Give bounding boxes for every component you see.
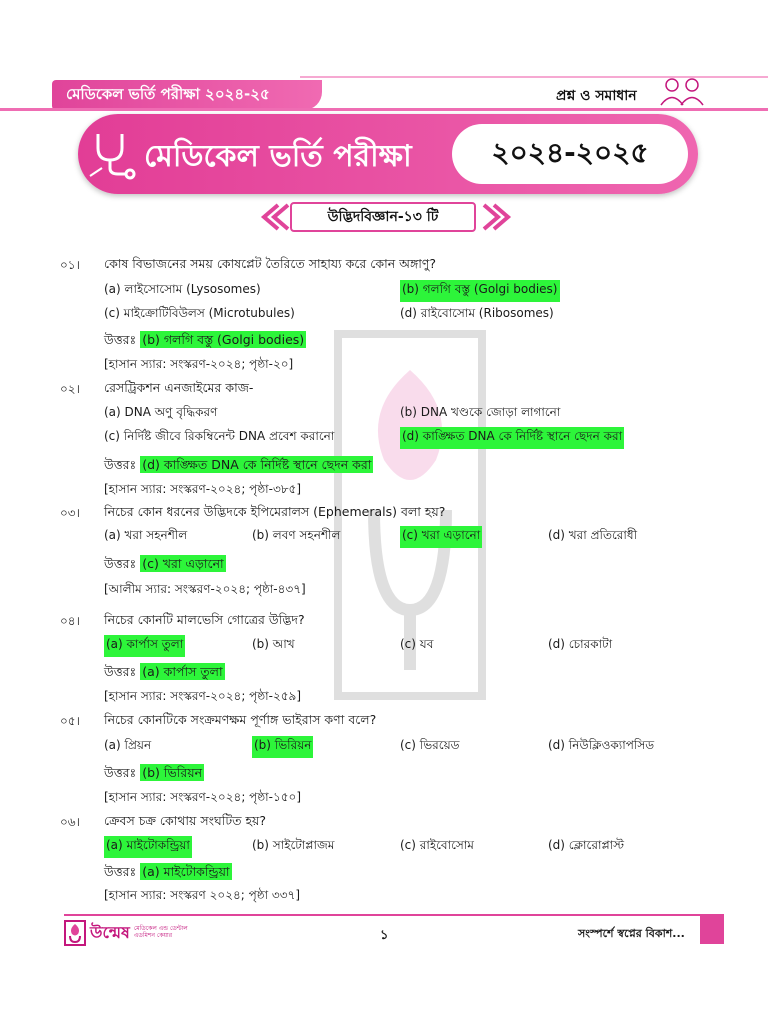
question-number: ০৪।	[60, 614, 80, 628]
question-text: রেসট্রিকশন এনজাইমের কাজ-	[104, 380, 254, 395]
header-right-label: প্রশ্ন ও সমাধান	[556, 88, 637, 104]
option-b: (b) লবণ সহনশীল	[252, 528, 341, 542]
option-c: (c) রাইবোসোম	[400, 838, 474, 852]
reference: [হাসান স্যার: সংস্করণ-২০২৪; পৃষ্ঠা-৩৮৫]	[104, 482, 302, 496]
footer-rule	[64, 914, 724, 916]
page-number: ১	[380, 928, 389, 943]
option-c: (c) মাইক্রোটিবিউলস (Microtubules)	[104, 306, 295, 320]
question-text: ক্রেবস চক্র কোথায় সংঘটিত হয়?	[104, 813, 267, 828]
answer-value: (c) খরা এড়ানো	[142, 556, 224, 571]
reference: [হাসান স্যার: সংস্করণ-২০২৪; পৃষ্ঠা-১৫০]	[104, 790, 302, 804]
footer-tagline: সংস্পর্শে স্বপ্নের বিকাশ...	[578, 927, 685, 940]
option-a: (a) মাইটোকন্ড্রিয়া	[104, 836, 192, 858]
option-a: (a) DNA অণু বৃদ্ধিকরণ	[104, 405, 218, 419]
question-number: ০৬।	[60, 815, 80, 829]
option-c: (c) খরা এড়ানো	[400, 526, 482, 548]
answer-line	[104, 765, 204, 785]
option-d: (d) খরা প্রতিরোধী	[548, 528, 638, 542]
banner-title: মেডিকেল ভর্তি পরীক্ষা	[144, 139, 412, 174]
reference: [আলীম স্যার: সংস্করণ-২০২৪; পৃষ্ঠা-৪৩৭]	[104, 582, 306, 596]
answer-value: (b) ভিরিয়ন	[142, 765, 203, 780]
option-b: (b) সাইটোপ্লাজম	[252, 838, 335, 852]
answer-line	[104, 664, 225, 684]
reference: [হাসান স্যার: সংস্করণ ২০২৪; পৃষ্ঠা ৩৩৭]	[104, 888, 301, 902]
header-left-tab: মেডিকেল ভর্তি পরীক্ষা ২০২৪-২৫	[52, 80, 322, 110]
answer-line	[104, 556, 226, 576]
answer-value: (d) কাঙ্ক্ষিত DNA কে নির্দিষ্ট স্থানে ছেদন করা	[142, 457, 372, 472]
option-d: (d) চোরকাটা	[548, 637, 613, 651]
answer-line	[104, 457, 373, 477]
answer-value: (a) কার্পাস তুলা	[142, 664, 223, 679]
option-a: (a) লাইসোসোম (Lysosomes)	[104, 282, 261, 296]
footer-logo	[64, 918, 224, 948]
question-number: ০১।	[60, 258, 80, 272]
stethoscope-icon	[88, 128, 138, 180]
brand-logo-icon	[64, 920, 86, 946]
option-c: (c) যব	[400, 637, 434, 651]
question-number: ০২।	[60, 382, 80, 396]
option-c: (c) ভিরয়েড	[400, 738, 460, 752]
section-label: উদ্ভিদবিজ্ঞান-১৩ টি	[290, 202, 476, 232]
answer-value: (b) গলগি বস্তু (Golgi bodies)	[142, 332, 305, 347]
answer-prefix: উত্তরঃ	[104, 556, 137, 571]
option-a: (a) খরা সহনশীল	[104, 528, 188, 542]
option-b: (b) ভিরিয়ন	[252, 736, 313, 758]
answer-prefix: উত্তরঃ	[104, 457, 137, 472]
answer-line	[104, 332, 306, 352]
footer-tab	[700, 916, 724, 944]
option-a: (a) প্রিয়ন	[104, 738, 152, 752]
option-d: (d) কাঙ্ক্ষিত DNA কে নির্দিষ্ট স্থানে ছেদন করা	[400, 427, 624, 449]
option-a: (a) কার্পাস তুলা	[104, 635, 185, 657]
banner-year: ২০২৪-২০২৫	[452, 124, 688, 184]
option-d: (d) নিউক্লিওক্যাপসিড	[548, 738, 655, 752]
question-number: ০৩।	[60, 506, 80, 520]
reference: [হাসান স্যার: সংস্করণ-২০২৪; পৃষ্ঠা-২০]	[104, 357, 294, 371]
option-c: (c) নির্দিষ্ট জীবে রিকম্বিনেন্ট DNA প্রবেশ করানো	[104, 429, 335, 443]
header-rule	[0, 108, 768, 111]
answer-line	[104, 864, 232, 884]
option-b: (b) গলগি বস্তু (Golgi bodies)	[400, 280, 560, 302]
question-text: নিচের কোন ধরনের উদ্ভিদকে ইপিমেরালস (Ephemerals) বলা হয়?	[104, 504, 446, 519]
footer-brand: উন্মেষ	[90, 922, 130, 942]
answer-prefix: উত্তরঃ	[104, 664, 137, 679]
answer-value: (a) মাইটোকন্ড্রিয়া	[142, 864, 230, 879]
option-b: (b) আখ	[252, 637, 295, 651]
footer-brand-sub: মেডিকেল এন্ড ডেন্টাল এডমিশন কেয়ার	[133, 925, 188, 939]
question-text: নিচের কোনটি মালভেসি গোত্রের উদ্ভিদ?	[104, 612, 305, 627]
reference: [হাসান স্যার: সংস্করণ-২০২৪; পৃষ্ঠা-২৫৯]	[104, 689, 302, 703]
answer-prefix: উত্তরঃ	[104, 864, 137, 879]
answer-prefix: উত্তরঃ	[104, 332, 137, 347]
question-number: ০৫।	[60, 714, 80, 728]
question-text: কোষ বিভাজনের সময় কোষপ্লেট তৈরিতে সাহায্য করে কোন অঙ্গাণু?	[104, 256, 437, 271]
answer-prefix: উত্তরঃ	[104, 765, 137, 780]
question-text: নিচের কোনটিকে সংক্রমণক্ষম পূর্ণাঙ্গ ভাইরাস কণা বলে?	[104, 712, 377, 727]
doctors-icon	[656, 76, 708, 106]
option-d: (d) রাইবোসোম (Ribosomes)	[400, 306, 554, 320]
option-d: (d) ক্লোরোপ্লাস্ট	[548, 838, 625, 852]
option-b: (b) DNA খণ্ডকে জোড়া লাগানো	[400, 405, 561, 419]
